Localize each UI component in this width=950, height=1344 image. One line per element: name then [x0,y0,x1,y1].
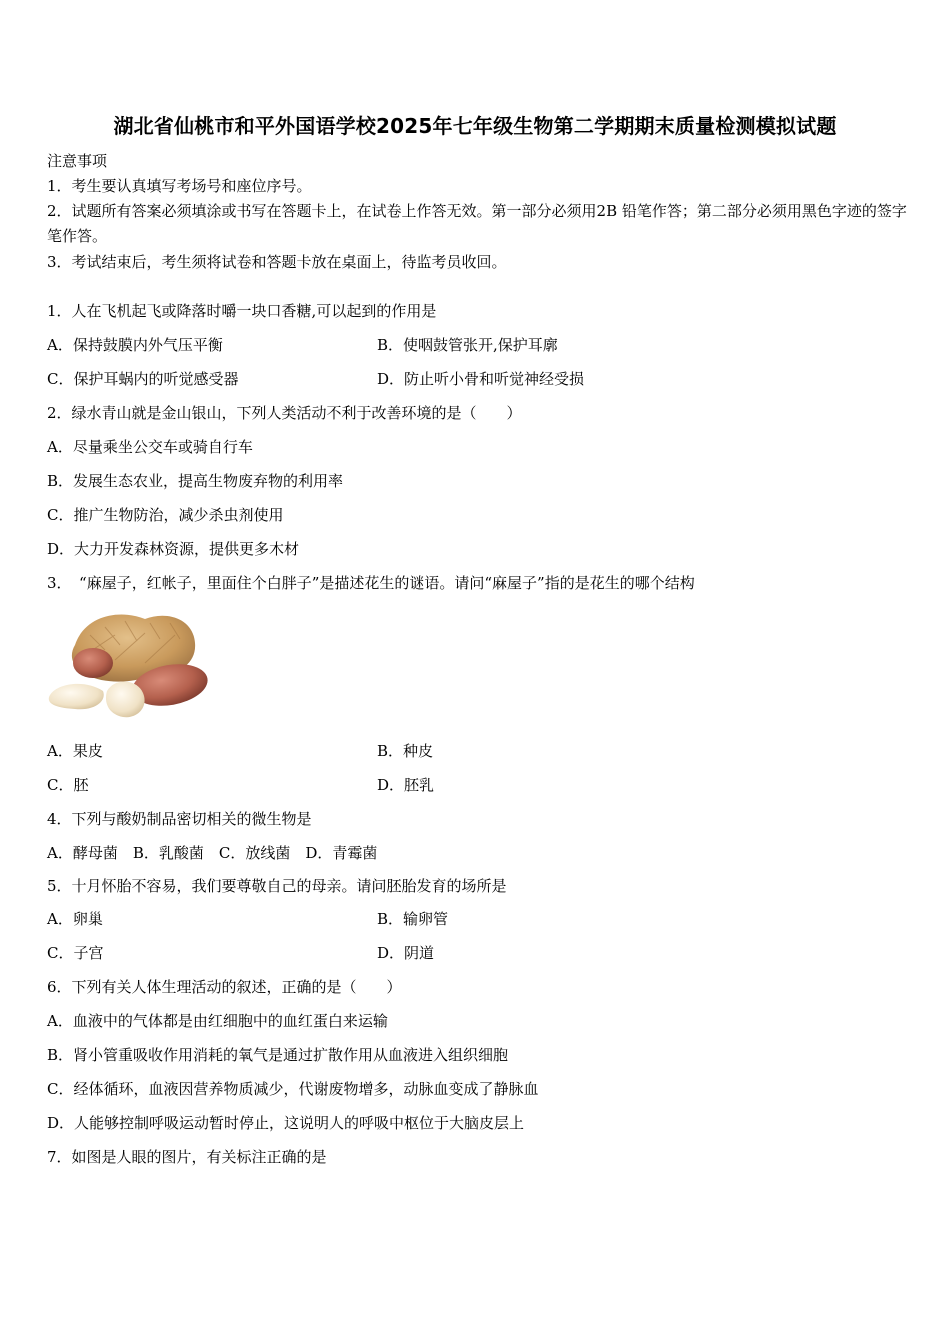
option-b: B．发展生态农业，提高生物废弃物的利用率 [47,472,344,490]
question-stem: 2．绿水青山就是金山银山，下列人类活动不利于改善环境的是（ ） [47,404,522,422]
option-c: C．胚 [47,776,89,794]
question-stem: 4．下列与酸奶制品密切相关的微生物是 [47,810,312,828]
notice-item: 1．考生要认真填写考场号和座位序号。 [47,177,312,195]
notice-item: 2．试题所有答案必须填涂或书写在答题卡上，在试卷上作答无效。第一部分必须用2B 铅笔作答；第二部分必须用黑色字迹的签字笔作答。 [47,202,907,245]
option-c: C．经体循环，血液因营养物质减少，代谢废物增多，动脉血变成了静脉血 [47,1080,539,1098]
option-d: D．阴道 [377,944,435,962]
option-c: C．保护耳蜗内的听觉感受器 [47,370,239,388]
notice-item: 3．考试结束后，考生须将试卷和答题卡放在桌面上，待监考员收回。 [47,253,507,271]
option-a: A．血液中的气体都是由红细胞中的血红蛋白来运输 [47,1012,388,1030]
option-d: D．大力开发森林资源，提供更多木材 [47,540,300,558]
option-b: B．输卵管 [377,910,449,928]
option-b: B．种皮 [377,742,434,760]
option-d: D．防止听小骨和听觉神经受损 [377,370,585,388]
option-d: D．胚乳 [377,776,435,794]
question-stem: 7．如图是人眼的图片，有关标注正确的是 [47,1148,327,1166]
question-stem: 5．十月怀胎不容易，我们要尊敬自己的母亲。请问胚胎发育的场所是 [47,877,507,895]
option-a: A．尽量乘坐公交车或骑自行车 [47,438,253,456]
options-inline: A．酵母菌 B．乳酸菌 C．放线菌 D．青霉菌 [47,844,378,862]
option-a: A．果皮 [47,742,103,760]
option-d: D．人能够控制呼吸运动暂时停止，这说明人的呼吸中枢位于大脑皮层上 [47,1114,525,1132]
page-title: 湖北省仙桃市和平外国语学校2025年七年级生物第二学期期末质量检测模拟试题 [113,114,837,138]
question-stem: 6．下列有关人体生理活动的叙述，正确的是（ ） [47,978,402,996]
option-c: C．推广生物防治，减少杀虫剂使用 [47,506,284,524]
option-b: B．使咽鼓管张开,保护耳廓 [377,336,558,354]
option-b: B．肾小管重吸收作用消耗的氧气是通过扩散作用从血液进入组织细胞 [47,1046,509,1064]
option-c: C．子宫 [47,944,104,962]
question-stem: 3． “麻屋子，红帐子，里面住个白胖子”是描述花生的谜语。请问“麻屋子”指的是花生的哪个结构 [47,574,695,592]
option-a: A．保持鼓膜内外气压平衡 [47,336,223,354]
option-a: A．卵巢 [47,910,103,928]
question-stem: 1．人在飞机起飞或降落时嚼一块口香糖,可以起到的作用是 [47,302,437,320]
peanut-image [45,605,213,723]
notice-heading: 注意事项 [47,152,108,170]
